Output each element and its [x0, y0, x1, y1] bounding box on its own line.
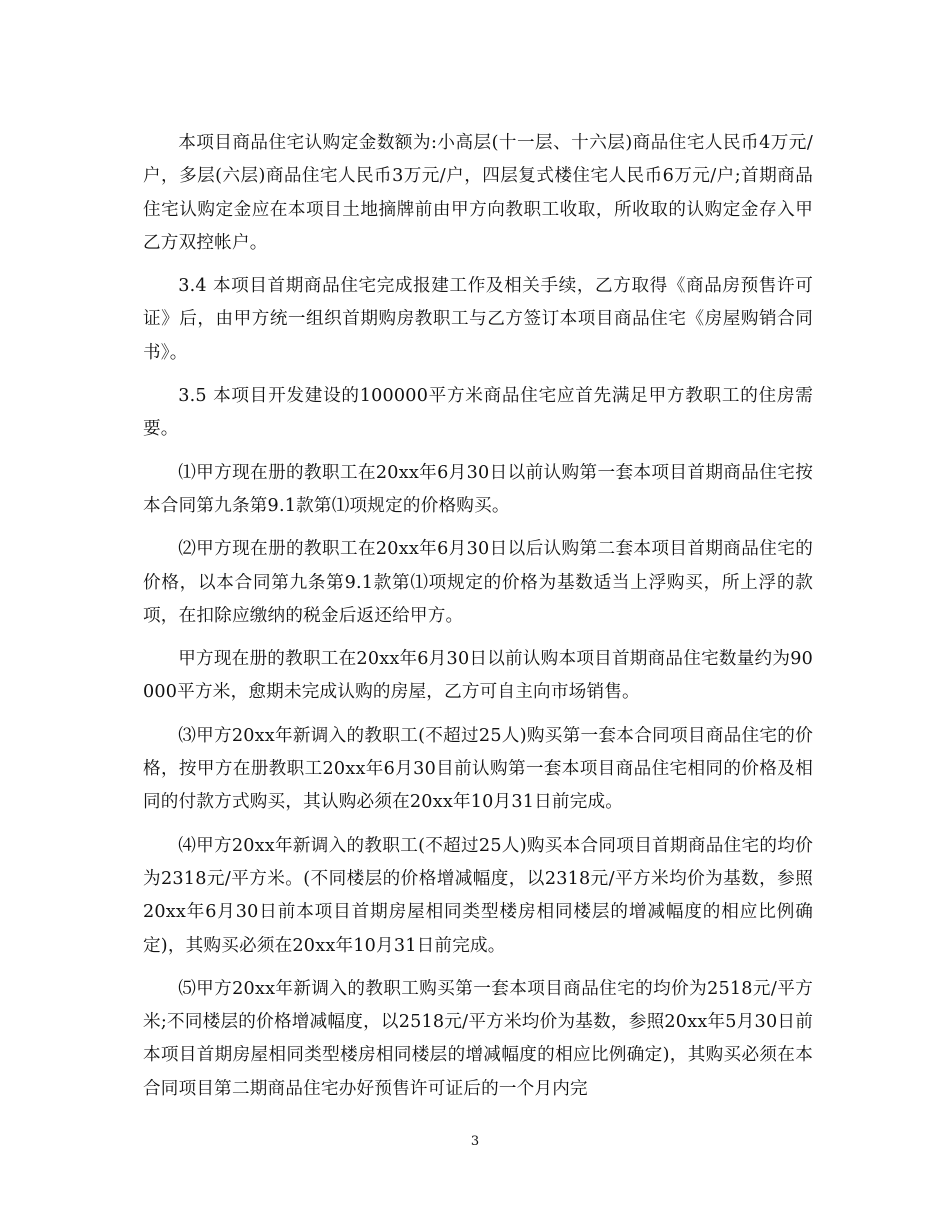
paragraph-item-4: ⑷甲方20xx年新调入的教职工(不超过25人)购买本合同项目首期商品住宅的均价为2318元/平方米。(不同楼层的价格增减幅度，以2318元/平方米均价为基数，参照20xx年6月30日前本项目首期房屋相同类型楼房相同楼层的增减幅度的相应比例确定)，其购买必须在20xx年10月31日前完成。: [143, 835, 813, 956]
paragraph-registered-staff-volume: 甲方现在册的教职工在20xx年6月30日以前认购本项目首期商品住宅数量约为90000平方米，愈期未完成认购的房屋，乙方可自主向市场销售。: [143, 649, 813, 703]
page-number: 3: [470, 1134, 480, 1149]
paragraph-item-3: ⑶甲方20xx年新调入的教职工(不超过25人)购买第一套本合同项目商品住宅的价格，按甲方在册教职工20xx年6月30目前认购第一套本项目商品住宅相同的价格及相同的付款方式购买，其认购必须在20xx年10月31日前完成。: [143, 725, 813, 813]
paragraph-clause-3-4: 3.4 本项目首期商品住宅完成报建工作及相关手续，乙方取得《商品房预售许可证》后，由甲方统一组织首期购房教职工与乙方签订本项目商品住宅《房屋购销合同书》。: [143, 276, 813, 363]
paragraph-clause-3-5: 3.5 本项目开发建设的100000平方米商品住宅应首先满足甲方教职工的住房需要。: [143, 386, 813, 440]
paragraph-deposit-amount: 本项目商品住宅认购定金数额为:小高层(十一层、十六层)商品住宅人民币4万元/户，多层(六层)商品住宅人民币3万元/户，四层复式楼住宅人民币6万元/户;首期商品住宅认购定金应在本项目土地摘牌前由甲方向教职工收取，所收取的认购定金存入甲乙方双控帐户。: [143, 133, 813, 253]
paragraph-item-5: ⑸甲方20xx年新调入的教职工购买第一套本项目商品住宅的均价为2518元/平方米;不同楼层的价格增减幅度，以2518元/平方米均价为基数，参照20xx年5月30日前本项目首期房屋相同类型楼房相同楼层的增减幅度的相应比例确定)，其购买必须在本合同项目第二期商品住宅办好预售许可证后的一个月内完: [143, 978, 813, 1099]
paragraph-item-1: ⑴甲方现在册的教职工在20xx年6月30日以前认购第一套本项目首期商品住宅按本合同第九条第9.1款第⑴项规定的价格购买。: [143, 462, 813, 516]
paragraph-item-2: ⑵甲方现在册的教职工在20xx年6月30日以后认购第二套本项目首期商品住宅的价格，以本合同第九条第9.1款第⑴项规定的价格为基数适当上浮购买，所上浮的款项，在扣除应缴纳的税金后返还给甲方。: [143, 539, 813, 626]
document-body: [143, 127, 813, 1106]
